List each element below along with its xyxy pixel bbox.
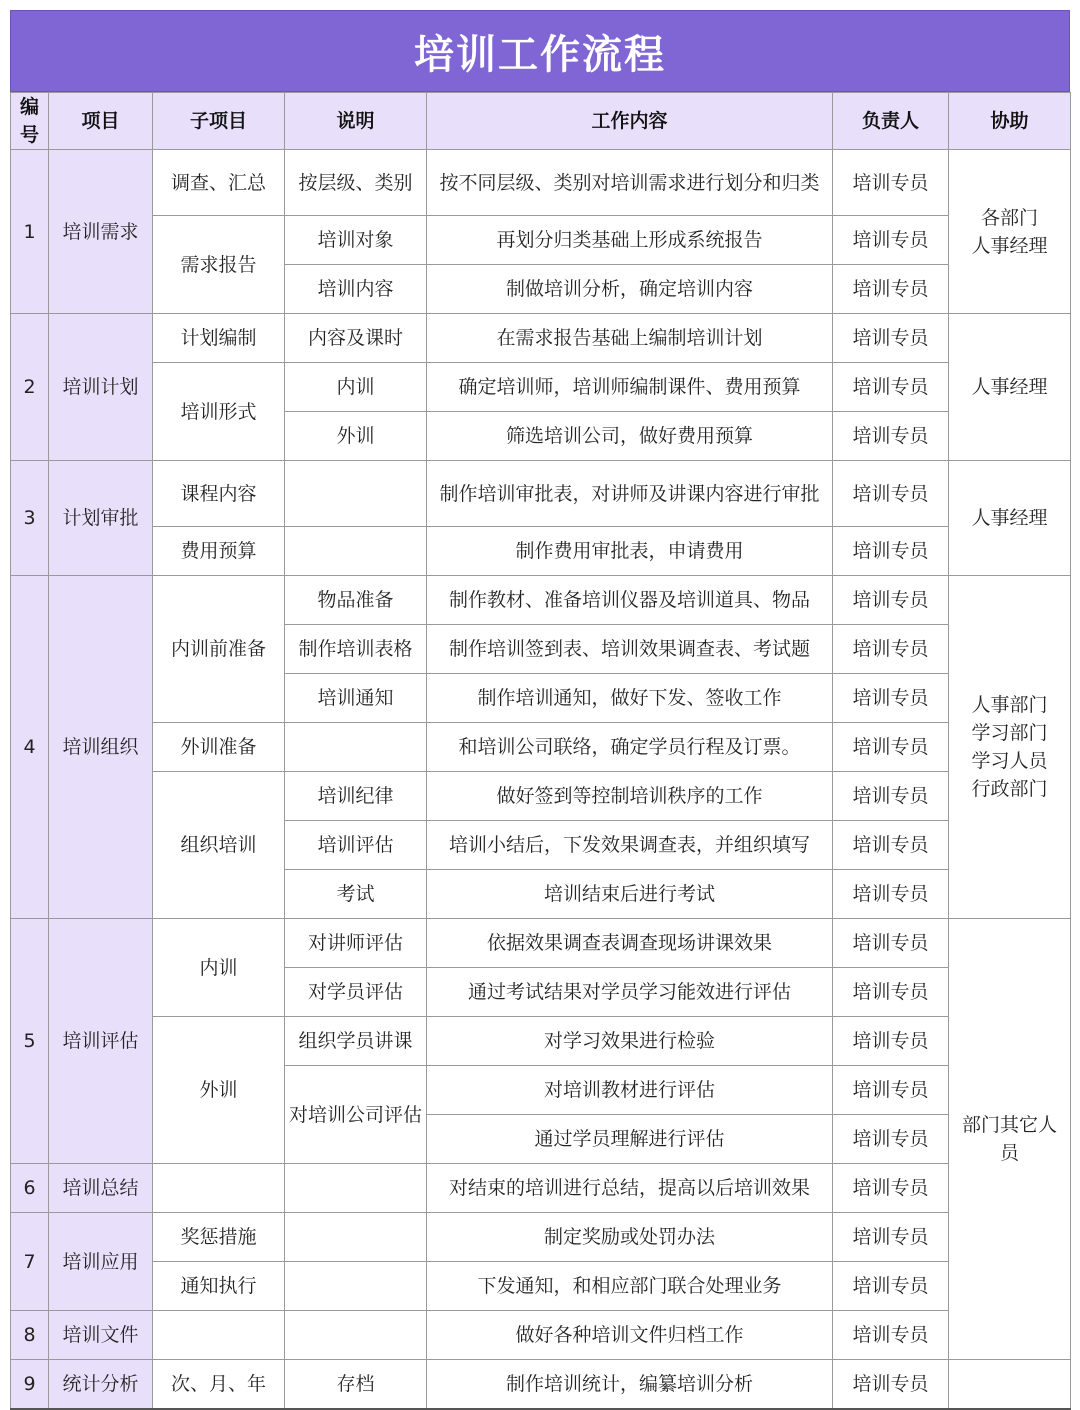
assist-line: 部门其它人员 — [961, 1114, 1057, 1164]
subproject-cell — [153, 1311, 285, 1360]
work-content-cell: 制作教材、准备培训仪器及培训道具、物品 — [427, 576, 833, 625]
description-cell: 外训 — [285, 412, 427, 461]
assist-cell — [949, 576, 1071, 919]
subproject-cell — [153, 1164, 285, 1213]
table-row — [11, 1311, 1071, 1360]
assist-line: 人事经理 — [971, 376, 1048, 398]
owner-cell: 培训专员 — [833, 150, 949, 216]
owner-cell: 培训专员 — [833, 265, 949, 314]
table-row — [11, 527, 1071, 576]
subproject-cell: 外训准备 — [153, 723, 285, 772]
description-cell: 物品准备 — [285, 576, 427, 625]
page-title: 培训工作流程 — [10, 10, 1070, 92]
header-work-content: 工作内容 — [427, 93, 833, 150]
owner-cell: 培训专员 — [833, 723, 949, 772]
owner-cell: 培训专员 — [833, 772, 949, 821]
work-content-cell: 再划分归类基础上形成系统报告 — [427, 216, 833, 265]
project-cell: 培训文件 — [49, 1311, 153, 1360]
description-cell: 培训评估 — [285, 821, 427, 870]
subproject-cell: 外训 — [153, 1017, 285, 1164]
work-content-cell: 制定奖励或处罚办法 — [427, 1213, 833, 1262]
assist-line: 人事经理 — [971, 507, 1048, 529]
assist-cell — [949, 150, 1071, 314]
work-content-cell: 做好各种培训文件归档工作 — [427, 1311, 833, 1360]
owner-cell: 培训专员 — [833, 576, 949, 625]
table-row — [11, 1360, 1071, 1409]
work-content-cell: 依据效果调查表调查现场讲课效果 — [427, 919, 833, 968]
project-cell: 培训评估 — [49, 919, 153, 1164]
description-cell — [285, 723, 427, 772]
assist-cell — [949, 919, 1071, 1360]
owner-cell: 培训专员 — [833, 314, 949, 363]
owner-cell: 培训专员 — [833, 870, 949, 919]
work-content-cell: 和培训公司联络，确定学员行程及订票。 — [427, 723, 833, 772]
work-content-cell: 确定培训师，培训师编制课件、费用预算 — [427, 363, 833, 412]
table-row — [11, 150, 1071, 216]
description-cell — [285, 1262, 427, 1311]
assist-cell — [949, 314, 1071, 461]
description-cell: 按层级、类别 — [285, 150, 427, 216]
owner-cell: 培训专员 — [833, 625, 949, 674]
work-content-cell: 按不同层级、类别对培训需求进行划分和归类 — [427, 150, 833, 216]
assist-cell — [949, 461, 1071, 576]
subproject-cell: 组织培训 — [153, 772, 285, 919]
subproject-cell: 需求报告 — [153, 216, 285, 314]
subproject-cell: 奖惩措施 — [153, 1213, 285, 1262]
owner-cell: 培训专员 — [833, 674, 949, 723]
work-content-cell: 通过学员理解进行评估 — [427, 1115, 833, 1164]
description-cell: 内容及课时 — [285, 314, 427, 363]
project-cell: 培训需求 — [49, 150, 153, 314]
owner-cell: 培训专员 — [833, 821, 949, 870]
description-cell: 培训对象 — [285, 216, 427, 265]
subproject-cell: 内训前准备 — [153, 576, 285, 723]
row-number: 7 — [11, 1213, 49, 1311]
project-cell: 培训计划 — [49, 314, 153, 461]
owner-cell: 培训专员 — [833, 461, 949, 527]
header-row — [11, 93, 1071, 150]
header-description: 说明 — [285, 93, 427, 150]
description-cell — [285, 527, 427, 576]
owner-cell: 培训专员 — [833, 527, 949, 576]
subproject-cell: 培训形式 — [153, 363, 285, 461]
table-row — [11, 461, 1071, 527]
project-cell: 培训组织 — [49, 576, 153, 919]
work-content-cell: 下发通知，和相应部门联合处理业务 — [427, 1262, 833, 1311]
work-content-cell: 筛选培训公司，做好费用预算 — [427, 412, 833, 461]
assist-line: 人事部门 — [971, 694, 1048, 716]
subproject-cell: 次、月、年 — [153, 1360, 285, 1409]
row-number: 2 — [11, 314, 49, 461]
owner-cell: 培训专员 — [833, 919, 949, 968]
table-row — [11, 723, 1071, 772]
owner-cell: 培训专员 — [833, 412, 949, 461]
owner-cell: 培训专员 — [833, 216, 949, 265]
description-cell: 对培训公司评估 — [285, 1066, 427, 1164]
subproject-cell: 内训 — [153, 919, 285, 1017]
description-cell: 培训通知 — [285, 674, 427, 723]
description-cell: 制作培训表格 — [285, 625, 427, 674]
owner-cell: 培训专员 — [833, 1066, 949, 1115]
owner-cell: 培训专员 — [833, 1360, 949, 1409]
subproject-cell: 课程内容 — [153, 461, 285, 527]
work-content-cell: 制作费用审批表，申请费用 — [427, 527, 833, 576]
subproject-cell: 计划编制 — [153, 314, 285, 363]
project-cell: 培训总结 — [49, 1164, 153, 1213]
table-row — [11, 1017, 1071, 1066]
work-content-cell: 通过考试结果对学员学习能效进行评估 — [427, 968, 833, 1017]
owner-cell: 培训专员 — [833, 363, 949, 412]
description-cell: 存档 — [285, 1360, 427, 1409]
assist-line: 学习部门 — [971, 722, 1048, 744]
project-cell: 计划审批 — [49, 461, 153, 576]
assist-line: 人事经理 — [971, 234, 1048, 257]
table-row — [11, 314, 1071, 363]
table-row — [11, 216, 1071, 265]
table-row — [11, 363, 1071, 412]
row-number: 1 — [11, 150, 49, 314]
work-content-cell: 在需求报告基础上编制培训计划 — [427, 314, 833, 363]
header-subproject: 子项目 — [153, 93, 285, 150]
description-cell: 培训纪律 — [285, 772, 427, 821]
assist-line: 行政部门 — [971, 778, 1048, 800]
work-content-cell: 对培训教材进行评估 — [427, 1066, 833, 1115]
work-content-cell: 制作培训审批表，对讲师及讲课内容进行审批 — [427, 461, 833, 527]
work-content-cell: 做好签到等控制培训秩序的工作 — [427, 772, 833, 821]
owner-cell: 培训专员 — [833, 1213, 949, 1262]
work-content-cell: 制作培训签到表、培训效果调查表、考试题 — [427, 625, 833, 674]
owner-cell: 培训专员 — [833, 1262, 949, 1311]
row-number: 8 — [11, 1311, 49, 1360]
work-content-cell: 制做培训分析，确定培训内容 — [427, 265, 833, 314]
assist-cell — [949, 1360, 1071, 1409]
table-row — [11, 1213, 1071, 1262]
assist-line: 各部门 — [980, 206, 1038, 229]
description-cell: 考试 — [285, 870, 427, 919]
table-row — [11, 772, 1071, 821]
table-row — [11, 1164, 1071, 1213]
subproject-cell: 调查、汇总 — [153, 150, 285, 216]
description-cell: 组织学员讲课 — [285, 1017, 427, 1066]
table-row — [11, 919, 1071, 968]
row-number: 6 — [11, 1164, 49, 1213]
work-content-cell: 制作培训统计，编纂培训分析 — [427, 1360, 833, 1409]
work-content-cell: 培训结束后进行考试 — [427, 870, 833, 919]
row-number: 4 — [11, 576, 49, 919]
header-project: 项目 — [49, 93, 153, 150]
owner-cell: 培训专员 — [833, 1017, 949, 1066]
row-number: 5 — [11, 919, 49, 1164]
subproject-cell: 通知执行 — [153, 1262, 285, 1311]
work-content-cell: 制作培训通知，做好下发、签收工作 — [427, 674, 833, 723]
subproject-cell: 费用预算 — [153, 527, 285, 576]
row-number: 3 — [11, 461, 49, 576]
description-cell — [285, 1213, 427, 1262]
table-row — [11, 1262, 1071, 1311]
description-cell — [285, 461, 427, 527]
work-content-cell: 对结束的培训进行总结，提高以后培训效果 — [427, 1164, 833, 1213]
header-assist: 协助 — [949, 93, 1071, 150]
description-cell: 内训 — [285, 363, 427, 412]
training-workflow-table — [10, 92, 1071, 1410]
work-content-cell: 对学习效果进行检验 — [427, 1017, 833, 1066]
description-cell: 对学员评估 — [285, 968, 427, 1017]
project-cell: 培训应用 — [49, 1213, 153, 1311]
header-num: 编号 — [11, 93, 49, 150]
assist-line: 学习人员 — [971, 750, 1048, 772]
row-number: 9 — [11, 1360, 49, 1409]
work-content-cell: 培训小结后，下发效果调查表，并组织填写 — [427, 821, 833, 870]
description-cell: 对讲师评估 — [285, 919, 427, 968]
description-cell — [285, 1311, 427, 1360]
header-owner: 负责人 — [833, 93, 949, 150]
owner-cell: 培训专员 — [833, 968, 949, 1017]
owner-cell: 培训专员 — [833, 1115, 949, 1164]
project-cell: 统计分析 — [49, 1360, 153, 1409]
owner-cell: 培训专员 — [833, 1164, 949, 1213]
description-cell — [285, 1164, 427, 1213]
table-row — [11, 576, 1071, 625]
description-cell: 培训内容 — [285, 265, 427, 314]
owner-cell: 培训专员 — [833, 1311, 949, 1360]
